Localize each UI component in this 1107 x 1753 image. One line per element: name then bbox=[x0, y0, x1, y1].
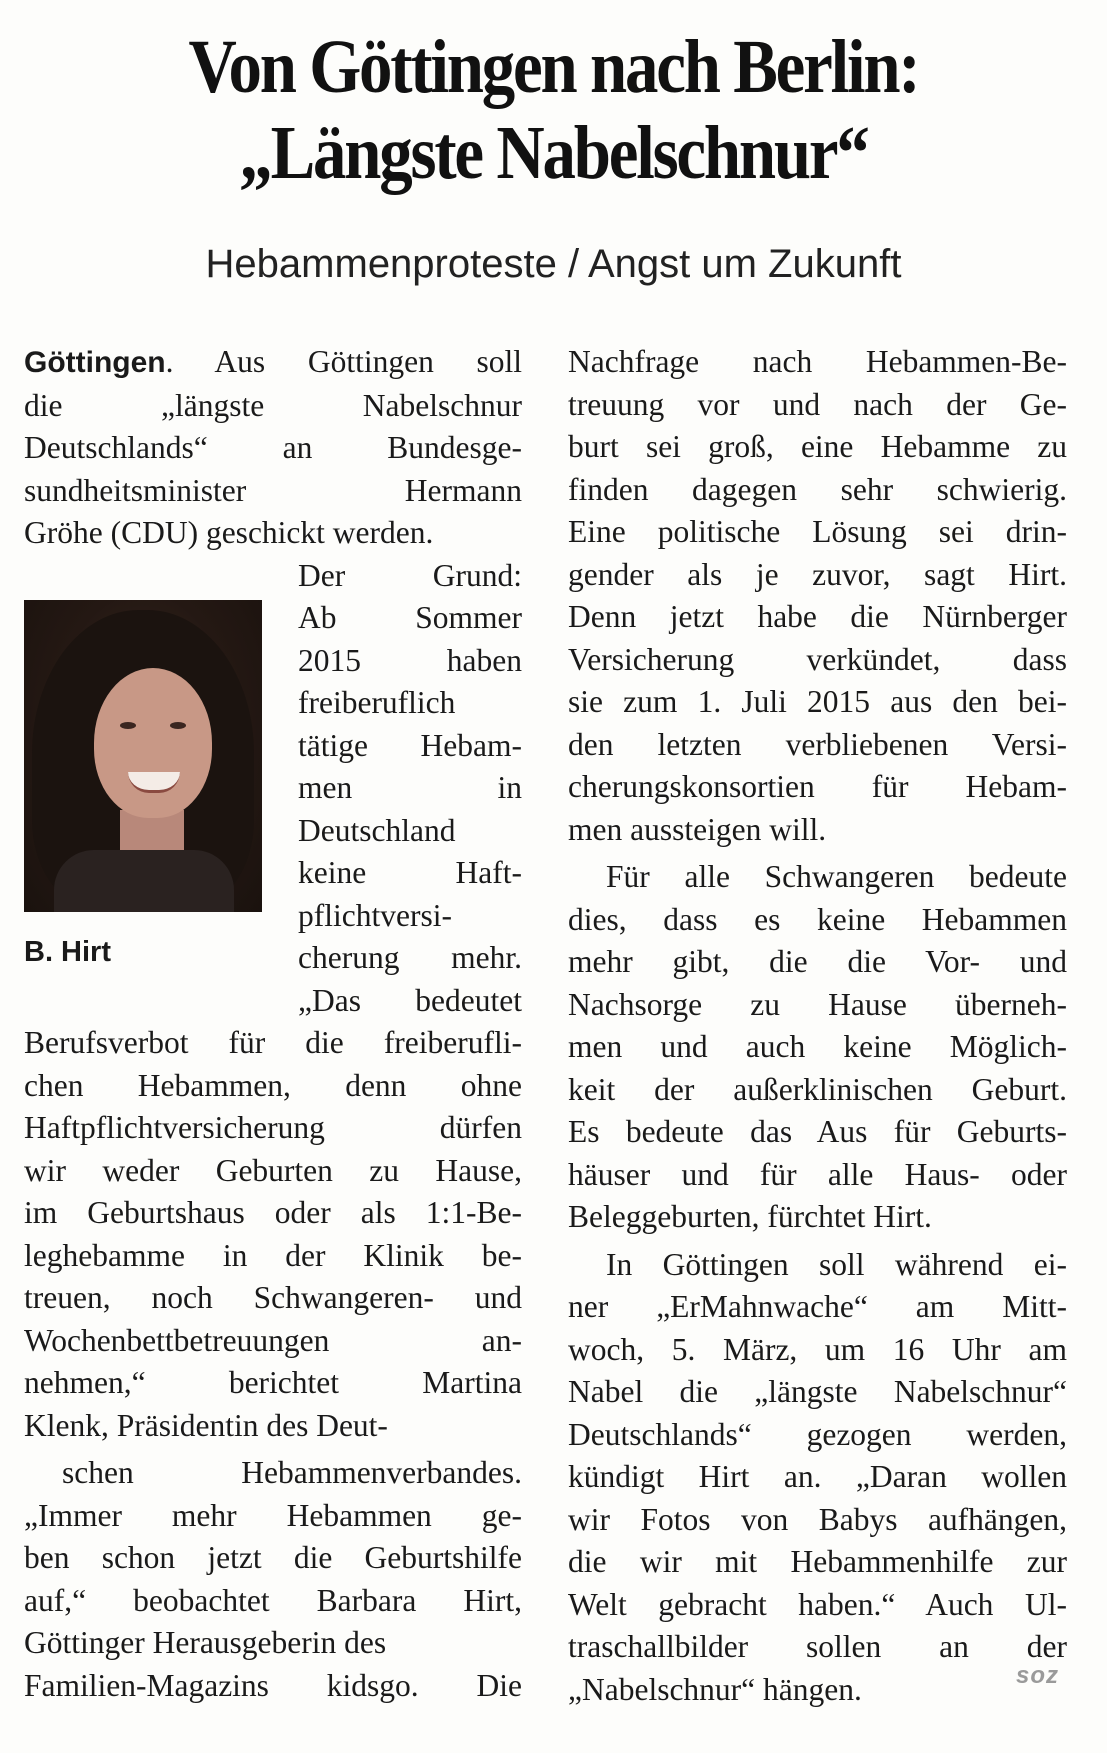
column-1-line: Der Grund: bbox=[298, 557, 522, 593]
column-2-line: Deutschlands“ gezogen werden, bbox=[568, 1416, 1067, 1452]
column-1-line: Deutschland bbox=[298, 812, 456, 848]
column-2-line: die wir mit Hebammenhilfe zur bbox=[568, 1544, 1067, 1579]
column-2-line: Denn jetzt habe die Nürnberger bbox=[568, 599, 1067, 634]
photo-caption: B. Hirt bbox=[24, 936, 111, 968]
column-2-line: Es bedeute das Aus für Geburts- bbox=[568, 1114, 1067, 1149]
article-column-1 bbox=[24, 341, 522, 1707]
column-1-line: Klenk, Präsidentin des Deut- bbox=[24, 1407, 388, 1443]
dateline: Göttingen bbox=[24, 346, 166, 379]
column-1-line: leghebamme in der Klinik be- bbox=[24, 1237, 522, 1273]
column-2-line: wir Fotos von Babys aufhängen, bbox=[568, 1501, 1067, 1537]
column-2-line: dies, dass es keine Hebammen bbox=[568, 901, 1067, 937]
column-2-line: Beleggeburten, fürchtet Hirt. bbox=[568, 1199, 932, 1234]
column-2-line: Welt gebracht haben.“ Auch Ul- bbox=[568, 1586, 1067, 1622]
column-1-line: Deutschlands“ an Bundesge- bbox=[24, 430, 522, 465]
column-2-line: mehr gibt, die die Vor- und bbox=[568, 944, 1067, 979]
column-2-line: Eine politische Lösung sei drin- bbox=[568, 514, 1067, 549]
column-1-line: treuen, noch Schwangeren- und bbox=[24, 1280, 522, 1315]
column-1-line bbox=[24, 341, 522, 385]
column-2-line: kündigt Hirt an. „Daran wollen bbox=[568, 1459, 1067, 1494]
column-1-line: freiberuflich bbox=[298, 685, 456, 720]
headline-line-2: „Längste Nabelschnur“ bbox=[239, 111, 868, 195]
column-2-line: Für alle Schwangeren bedeute bbox=[606, 859, 1067, 894]
column-1-line: Ab Sommer bbox=[298, 600, 522, 635]
column-1-line: Göttinger Herausgeberin des bbox=[24, 1625, 387, 1660]
column-1-line: Gröhe (CDU) geschickt werden. bbox=[24, 515, 434, 550]
column-2-line: sie zum 1. Juli 2015 aus den bei- bbox=[568, 684, 1067, 719]
column-1-line: tätige Hebam- bbox=[298, 727, 522, 763]
column-2-line: keit der außerklinischen Geburt. bbox=[568, 1071, 1067, 1107]
column-2-line: häuser und für alle Haus- oder bbox=[568, 1156, 1067, 1192]
column-1-line: sundheitsminister Hermann bbox=[24, 472, 522, 508]
column-2-line: Nachsorge zu Hause überneh- bbox=[568, 986, 1067, 1022]
column-1-line: „Das bedeutet bbox=[298, 982, 522, 1018]
column-2-line: men aussteigen will. bbox=[568, 811, 827, 847]
headline bbox=[66, 24, 1040, 196]
column-1-line: die „längste Nabelschnur bbox=[24, 387, 522, 423]
column-1-line: Familien-Magazins kidsgo. Die bbox=[24, 1667, 522, 1703]
column-2-line: ner „ErMahnwache“ am Mitt- bbox=[568, 1289, 1067, 1324]
column-1-line: im Geburtshaus oder als 1:1-Be- bbox=[24, 1195, 522, 1230]
column-1-line: nehmen,“ berichtet Martina bbox=[24, 1365, 522, 1400]
column-1-line: ben schon jetzt die Geburtshilfe bbox=[24, 1540, 522, 1575]
column-1-line: auf,“ beobachtet Barbara Hirt, bbox=[24, 1582, 522, 1618]
column-2-line: „Nabelschnur“ hängen. bbox=[568, 1671, 862, 1707]
column-2-line: Nabel die „längste Nabelschnur“ bbox=[568, 1374, 1067, 1409]
column-1-line: chen Hebammen, denn ohne bbox=[24, 1067, 522, 1103]
column-2-line: cherungskonsortien für Hebam- bbox=[568, 769, 1067, 804]
column-2-line: gender als je zuvor, sagt Hirt. bbox=[568, 556, 1067, 592]
column-2-line: In Göttingen soll während ei- bbox=[606, 1246, 1067, 1282]
column-1-line: schen Hebammenverbandes. bbox=[62, 1455, 522, 1490]
column-1-line: Haftpflichtversicherung dürfen bbox=[24, 1110, 522, 1145]
column-2-line: treuung vor und nach der Ge- bbox=[568, 386, 1067, 422]
column-2-line: den letzten verbliebenen Versi- bbox=[568, 726, 1067, 762]
column-1-line: 2015 haben bbox=[298, 642, 522, 678]
first-line-text: . Aus Göttingen soll bbox=[165, 344, 522, 379]
column-2-line: finden dagegen sehr schwierig. bbox=[568, 471, 1067, 507]
column-2-line: woch, 5. März, um 16 Uhr am bbox=[568, 1331, 1067, 1367]
subheadline: Hebammenproteste / Angst um Zukunft bbox=[205, 242, 902, 286]
author-initials: soz bbox=[1016, 1662, 1060, 1689]
column-1-line: men in bbox=[298, 770, 522, 805]
column-1-line: Wochenbettbetreuungen an- bbox=[24, 1322, 522, 1358]
column-2-line: traschallbilder sollen an der bbox=[568, 1629, 1067, 1664]
column-1-line: cherung mehr. bbox=[298, 940, 522, 975]
headline-line-1: Von Göttingen nach Berlin: bbox=[188, 25, 919, 109]
column-1-line: „Immer mehr Hebammen ge- bbox=[24, 1497, 522, 1533]
column-2-line: burt sei groß, eine Hebamme zu bbox=[568, 429, 1067, 464]
column-1-line: keine Haft- bbox=[298, 855, 522, 890]
column-2-line: Nachfrage nach Hebammen-Be- bbox=[568, 344, 1067, 379]
column-1-line: Berufsverbot für die freiberufli- bbox=[24, 1025, 522, 1060]
column-2-line: men und auch keine Möglich- bbox=[568, 1029, 1067, 1064]
column-1-line: pflichtversi- bbox=[298, 897, 452, 933]
column-1-line: wir weder Geburten zu Hause, bbox=[24, 1152, 522, 1188]
column-2-line: Versicherung verkündet, dass bbox=[568, 641, 1067, 677]
article-column-2 bbox=[568, 341, 1067, 1711]
portrait-photo bbox=[24, 600, 262, 912]
